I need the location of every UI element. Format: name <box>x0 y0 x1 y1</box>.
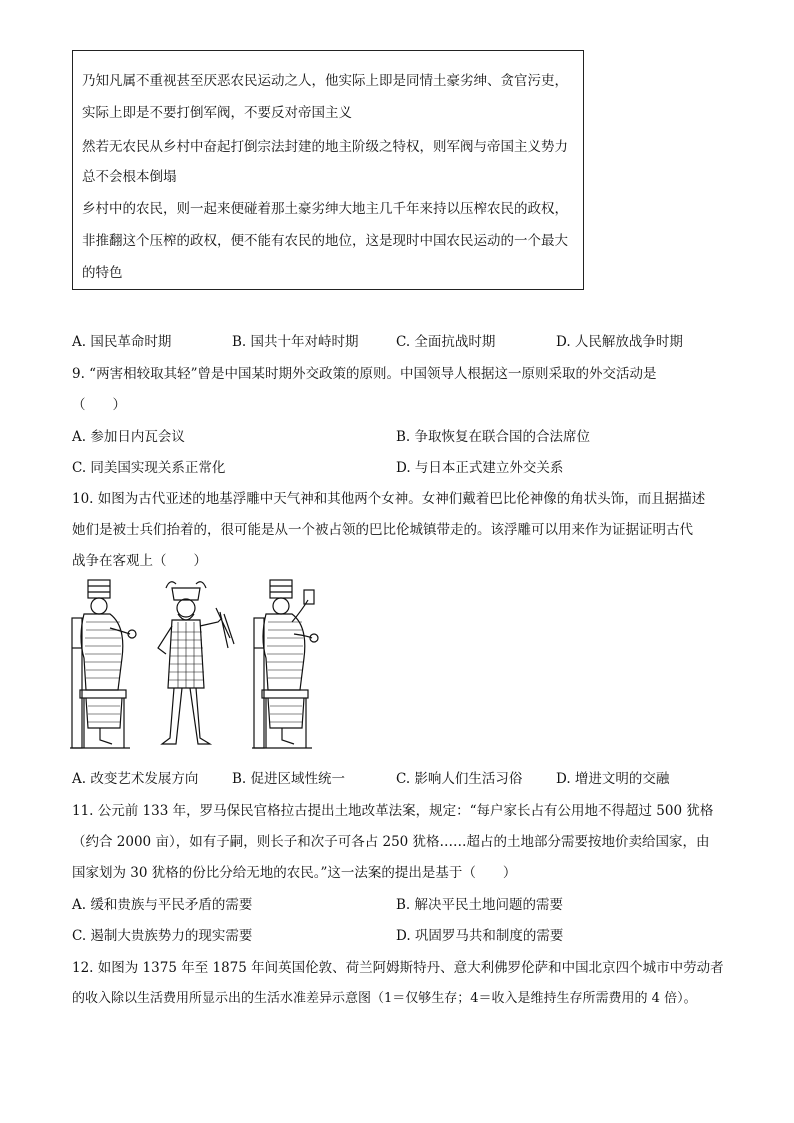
q8-option-b[interactable]: B. 国共十年对峙时期 <box>232 334 359 350</box>
quote-line: 乡村中的农民，则一起来便碰着那土豪劣绅大地主几千年来持以压榨农民的政权， <box>82 201 568 217</box>
quote-line: 非推翻这个压榨的政权，便不能有农民的地位，这是现时中国农民运动的一个最大 <box>82 233 568 249</box>
q10-option-b[interactable]: B. 促进区域性统一 <box>232 771 346 787</box>
q8-option-c[interactable]: C. 全面抗战时期 <box>396 334 496 350</box>
q12-stem-line: 12. 如图为 1375 年至 1875 年间英国伦敦、荷兰阿姆斯特丹、意大利佛罗伦萨和中国北京四个城市中劳动者 <box>72 960 724 976</box>
q9-stem-line: 9. “两害相较取其轻”曾是中国某时期外交政策的原则。中国领导人根据这一原则采取的外交活动是 <box>72 366 657 382</box>
q11-option-b[interactable]: B. 解决平民土地问题的需要 <box>396 897 564 913</box>
q10-stem-line: 她们是被士兵们抬着的，很可能是从一个被占领的巴比伦城镇带走的。该浮雕可以用来作为证据证明古代 <box>72 522 693 538</box>
assyrian-relief-figure <box>70 578 340 750</box>
q9-stem-line: （ ） <box>72 397 126 413</box>
q11-stem-line: 11. 公元前 133 年，罗马保民官格拉古提出土地改革法案，规定：“每户家长占有公用地不得超过 500 犹格 <box>72 803 714 819</box>
q8-option-a[interactable]: A. 国民革命时期 <box>72 334 172 350</box>
q9-option-b[interactable]: B. 争取恢复在联合国的合法席位 <box>396 429 591 445</box>
q11-stem-line: 国家划为 30 犹格的份比分给无地的农民。”这一法案的提出是基于（ ） <box>72 865 517 881</box>
q8-option-d[interactable]: D. 人民解放战争时期 <box>556 334 683 350</box>
q12-stem-line: 的收入除以生活费用所显示出的生活水准差异示意图（1＝仅够生存；4＝收入是维持生存所需费用的 4 倍）。 <box>72 991 697 1006</box>
q10-option-c[interactable]: C. 影响人们生活习俗 <box>396 771 523 787</box>
q10-option-d[interactable]: D. 增进文明的交融 <box>556 771 670 787</box>
q10-option-a[interactable]: A. 改变艺术发展方向 <box>72 771 199 787</box>
quote-line: 然若无农民从乡村中奋起打倒宗法封建的地主阶级之特权，则军阀与帝国主义势力 <box>82 139 568 155</box>
q11-option-d[interactable]: D. 巩固罗马共和制度的需要 <box>396 928 564 944</box>
q11-option-c[interactable]: C. 遏制大贵族势力的现实需要 <box>72 928 253 944</box>
quote-line: 总不会根本倒塌 <box>82 169 177 185</box>
q9-option-d[interactable]: D. 与日本正式建立外交关系 <box>396 460 564 476</box>
q10-stem-line: 10. 如图为古代亚述的地基浮雕中天气神和其他两个女神。女神们戴着巴比伦神像的角状头饰，而且据描述 <box>72 491 706 507</box>
q10-stem-line: 战争在客观上（ ） <box>72 553 207 569</box>
weather-god-figure <box>158 582 234 744</box>
left-goddess-figure <box>70 580 136 748</box>
quote-box <box>72 50 584 290</box>
q11-stem-line: （约合 2000 亩），如有子嗣，则长子和次子可各占 250 犹格……超占的土地部分需要按地价卖给国家，由 <box>72 834 710 850</box>
quote-line: 实际上即是不要打倒军阀，不要反对帝国主义 <box>82 105 352 121</box>
q11-option-a[interactable]: A. 缓和贵族与平民矛盾的需要 <box>72 897 253 913</box>
right-goddess-figure <box>252 580 318 748</box>
q9-option-c[interactable]: C. 同美国实现关系正常化 <box>72 460 226 476</box>
quote-line: 乃知凡属不重视甚至厌恶农民运动之人，他实际上即是同情土豪劣绅、贪官污吏， <box>82 73 568 89</box>
q9-option-a[interactable]: A. 参加日内瓦会议 <box>72 429 185 445</box>
quote-line: 的特色 <box>82 265 123 281</box>
